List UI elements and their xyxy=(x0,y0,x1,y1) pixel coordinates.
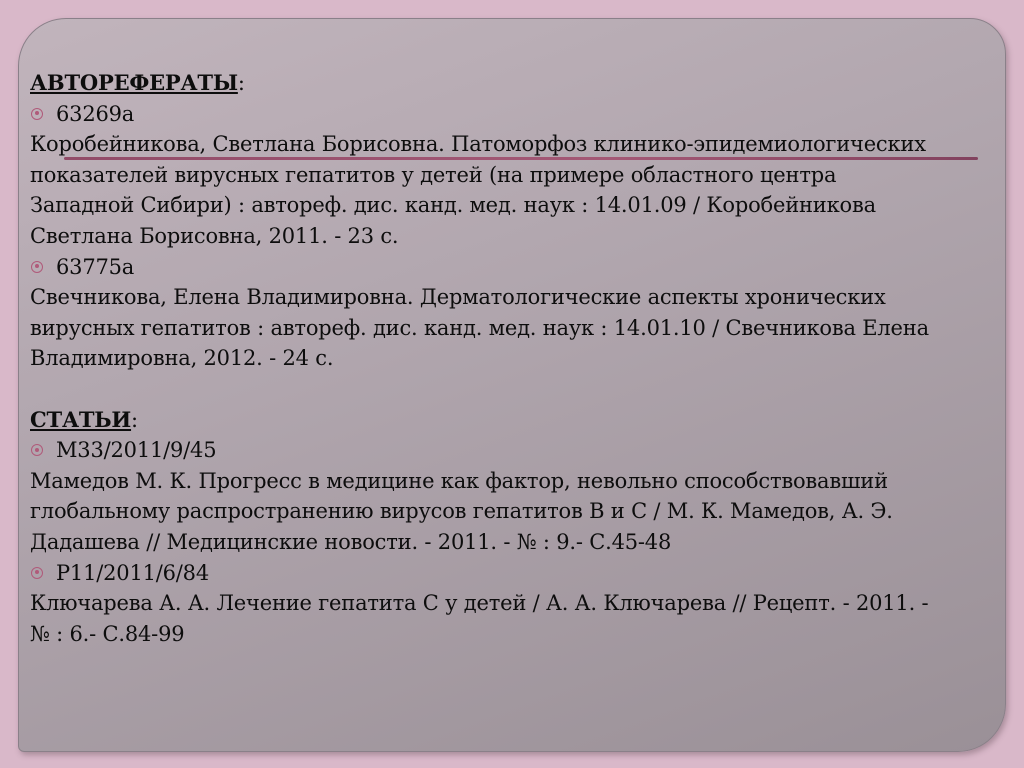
slide-content xyxy=(30,68,990,649)
citation-line: Мамедов М. К. Прогресс в медицине как фактор, невольно способствовавший xyxy=(30,468,888,493)
circle-bullet-icon xyxy=(31,108,43,120)
citation-line: Западной Сибири) : автореф. дис. канд. мед. наук : 14.01.09 / Коробейникова xyxy=(30,193,876,218)
citation-line: Коробейникова, Светлана Борисовна. Патоморфоз клинико-эпидемиологических xyxy=(30,132,926,157)
circle-bullet-icon xyxy=(31,567,43,579)
citation-line: вирусных гепатитов : автореф. дис. канд. мед. наук : 14.01.10 / Свечникова Елена xyxy=(30,315,929,340)
section-heading-articles: СТАТЬИ: xyxy=(30,406,138,432)
section-heading-autoreferats: АВТОРЕФЕРАТЫ: xyxy=(30,70,245,95)
citation-line: Ключарева А. А. Лечение гепатита С у детей / А. А. Ключарева // Рецепт. - 2011. - xyxy=(30,591,929,616)
citation-line: Свечникова, Елена Владимировна. Дерматологические аспекты хронических xyxy=(30,285,886,310)
section-spacer xyxy=(30,374,990,405)
circle-bullet-icon xyxy=(31,444,43,456)
circle-bullet-icon xyxy=(31,261,43,273)
citation-line: Владимировна, 2012. - 24 с. xyxy=(30,346,334,371)
list-item-code: 63775а xyxy=(30,252,990,283)
list-item-code: Р11/2011/6/84 xyxy=(30,558,990,589)
citation-line: Дадашева // Медицинские новости. - 2011. - № : 9.- С.45-48 xyxy=(30,529,672,554)
citation-line: показателей вирусных гепатитов у детей (на примере областного центра xyxy=(30,162,837,187)
citation-line: № : 6.- С.84-99 xyxy=(30,621,185,646)
citation-line: глобальному распространению вирусов гепатитов В и С / М. К. Мамедов, А. Э. xyxy=(30,499,893,524)
citation-line: Светлана Борисовна, 2011. - 23 с. xyxy=(30,223,399,248)
list-item-code: М33/2011/9/45 xyxy=(30,435,990,466)
list-item-code: 63269а xyxy=(30,99,990,130)
